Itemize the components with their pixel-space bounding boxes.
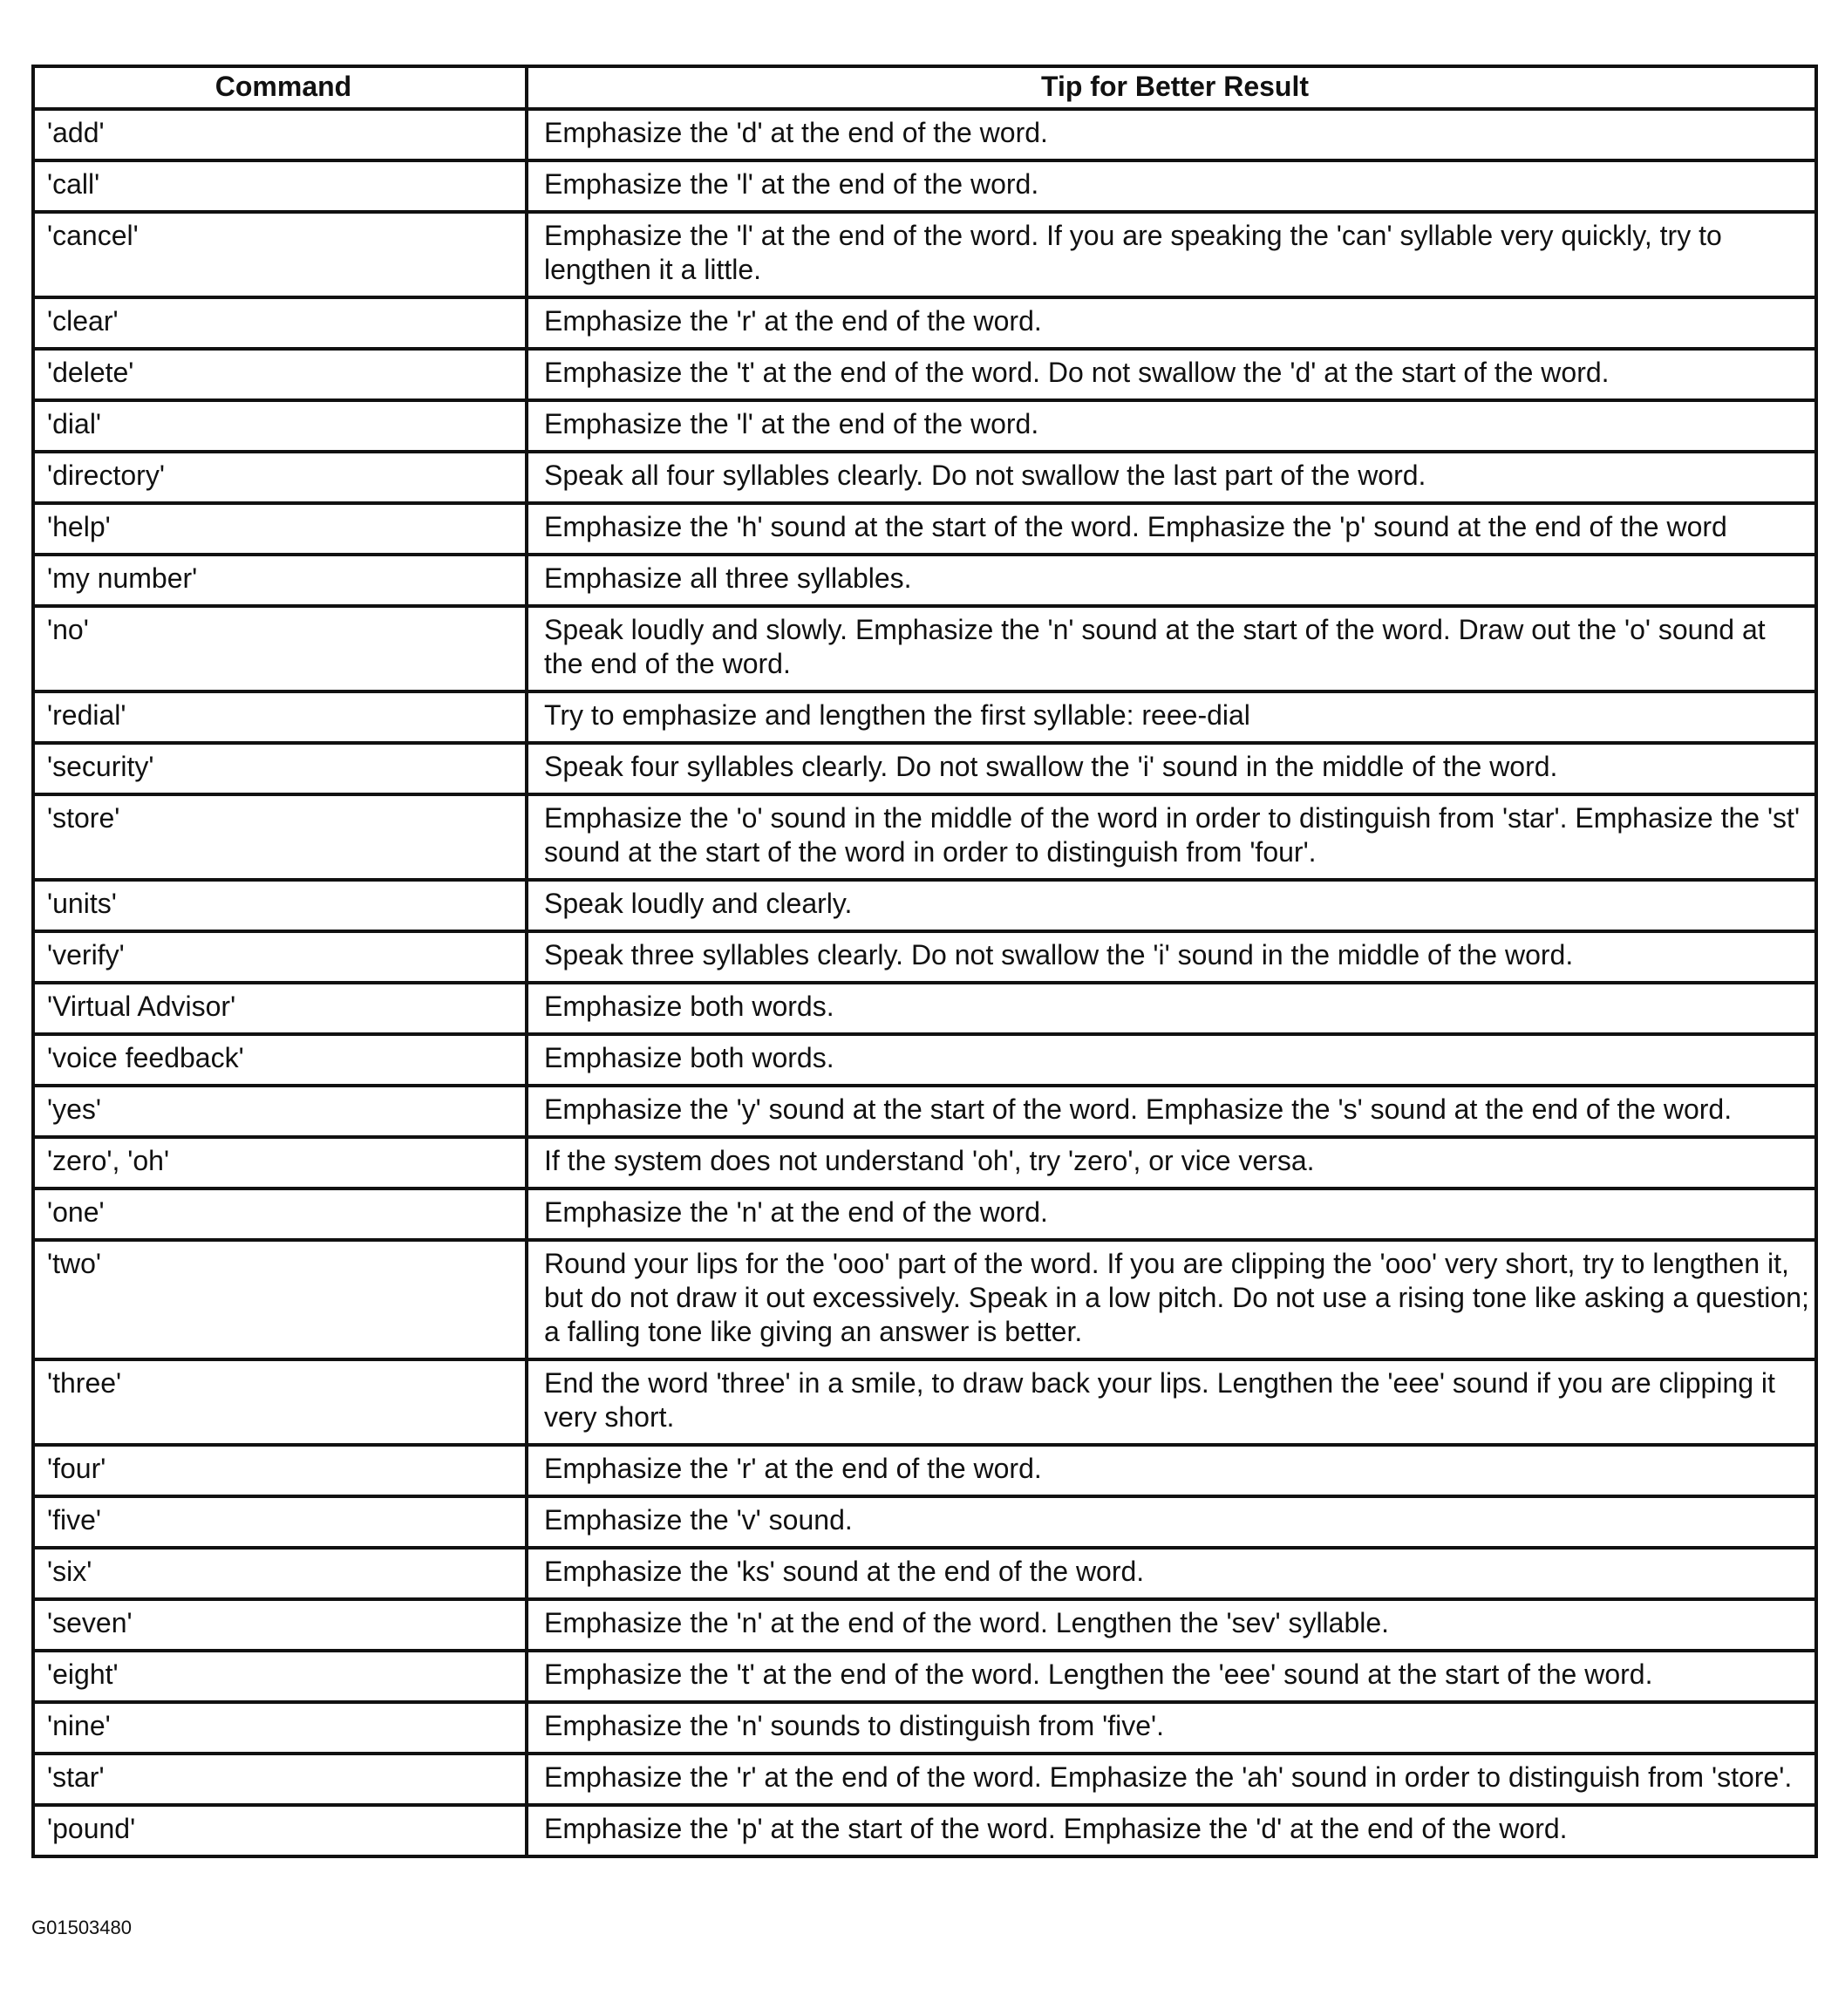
command-cell: 'clear' [33, 297, 527, 349]
table-row [33, 297, 1816, 349]
tip-cell: If the system does not understand 'oh', try 'zero', or vice versa. [527, 1137, 1816, 1188]
command-cell: 'security' [33, 743, 527, 794]
tip-cell: Emphasize the 'v' sound. [527, 1496, 1816, 1548]
tip-cell: Emphasize the 'p' at the start of the word. Emphasize the 'd' at the end of the word. [527, 1805, 1816, 1856]
command-cell: 'voice feedback' [33, 1034, 527, 1086]
tip-cell: Emphasize the 'l' at the end of the word. [527, 160, 1816, 212]
tip-cell: Emphasize the 'l' at the end of the word. If you are speaking the 'can' syllable very quickly, try to lengthen it a little. [527, 212, 1816, 297]
command-cell: 'dial' [33, 400, 527, 452]
table-row [33, 1496, 1816, 1548]
tip-cell: Speak all four syllables clearly. Do not swallow the last part of the word. [527, 452, 1816, 503]
command-cell: 'add' [33, 109, 527, 160]
command-cell: 'delete' [33, 349, 527, 400]
tip-cell: Emphasize the 'l' at the end of the word. [527, 400, 1816, 452]
tip-cell: Emphasize both words. [527, 1034, 1816, 1086]
table-row [33, 1188, 1816, 1240]
tip-cell: Emphasize the 'd' at the end of the word. [527, 109, 1816, 160]
table-row [33, 555, 1816, 606]
tip-cell: Emphasize the 'r' at the end of the word. [527, 1445, 1816, 1496]
command-cell: 'store' [33, 794, 527, 880]
tip-cell: Speak three syllables clearly. Do not swallow the 'i' sound in the middle of the word. [527, 931, 1816, 983]
table-row [33, 1805, 1816, 1856]
tip-cell: Emphasize the 'ks' sound at the end of the word. [527, 1548, 1816, 1599]
voice-command-tips-table [31, 65, 1818, 1858]
command-cell: 'help' [33, 503, 527, 555]
tip-cell: Emphasize the 'n' at the end of the word. [527, 1188, 1816, 1240]
table-row [33, 691, 1816, 743]
command-cell: 'Virtual Advisor' [33, 983, 527, 1034]
table-row [33, 212, 1816, 297]
tip-cell: Speak four syllables clearly. Do not swallow the 'i' sound in the middle of the word. [527, 743, 1816, 794]
tip-cell: Emphasize the 'r' at the end of the word. [527, 297, 1816, 349]
figure-id: G01503480 [31, 1917, 132, 1938]
command-cell: 'two' [33, 1240, 527, 1359]
command-cell: 'six' [33, 1548, 527, 1599]
table-row [33, 1548, 1816, 1599]
command-cell: 'call' [33, 160, 527, 212]
command-cell: 'three' [33, 1359, 527, 1445]
tip-cell: Emphasize the 't' at the end of the word. Lengthen the 'eee' sound at the start of the word. [527, 1651, 1816, 1702]
command-cell: 'seven' [33, 1599, 527, 1651]
command-cell: 'units' [33, 880, 527, 931]
document-page [31, 65, 1814, 1858]
table-row [33, 1599, 1816, 1651]
table-row [33, 503, 1816, 555]
table-row [33, 452, 1816, 503]
table-body [33, 109, 1816, 1856]
tip-cell: Emphasize the 'y' sound at the start of the word. Emphasize the 's' sound at the end of the word. [527, 1086, 1816, 1137]
command-cell: 'pound' [33, 1805, 527, 1856]
table-row [33, 606, 1816, 691]
table-row [33, 109, 1816, 160]
table-row [33, 160, 1816, 212]
command-cell: 'my number' [33, 555, 527, 606]
table-row [33, 1137, 1816, 1188]
table-row [33, 1445, 1816, 1496]
table-row [33, 1240, 1816, 1359]
command-cell: 'directory' [33, 452, 527, 503]
table-row [33, 1651, 1816, 1702]
tip-cell: End the word 'three' in a smile, to draw back your lips. Lengthen the 'eee' sound if you are clipping it very short. [527, 1359, 1816, 1445]
tip-cell: Speak loudly and slowly. Emphasize the 'n' sound at the start of the word. Draw out the 'o' sound at the end of the word. [527, 606, 1816, 691]
tip-cell: Emphasize the 't' at the end of the word. Do not swallow the 'd' at the start of the word. [527, 349, 1816, 400]
command-cell: 'five' [33, 1496, 527, 1548]
command-cell: 'nine' [33, 1702, 527, 1754]
command-cell: 'zero', 'oh' [33, 1137, 527, 1188]
tip-cell: Emphasize the 'r' at the end of the word. Emphasize the 'ah' sound in order to distinguish from 'store'. [527, 1754, 1816, 1805]
table-row [33, 983, 1816, 1034]
table-row [33, 880, 1816, 931]
command-cell: 'yes' [33, 1086, 527, 1137]
table-row [33, 1359, 1816, 1445]
table-row [33, 1086, 1816, 1137]
table-row [33, 1754, 1816, 1805]
header-command: Command [33, 66, 527, 109]
command-cell: 'one' [33, 1188, 527, 1240]
tip-cell: Speak loudly and clearly. [527, 880, 1816, 931]
tip-cell: Emphasize the 'o' sound in the middle of the word in order to distinguish from 'star'. Emphasize the 'st' sound at the start of the word in order to distinguish from 'four'. [527, 794, 1816, 880]
table-row [33, 1702, 1816, 1754]
header-tip: Tip for Better Result [527, 66, 1816, 109]
command-cell: 'four' [33, 1445, 527, 1496]
command-cell: 'cancel' [33, 212, 527, 297]
table-row [33, 931, 1816, 983]
table-row [33, 794, 1816, 880]
tip-cell: Emphasize both words. [527, 983, 1816, 1034]
command-cell: 'no' [33, 606, 527, 691]
command-cell: 'star' [33, 1754, 527, 1805]
tip-cell: Try to emphasize and lengthen the first syllable: reee-dial [527, 691, 1816, 743]
command-cell: 'verify' [33, 931, 527, 983]
table-row [33, 1034, 1816, 1086]
tip-cell: Emphasize the 'h' sound at the start of the word. Emphasize the 'p' sound at the end of the word [527, 503, 1816, 555]
command-cell: 'redial' [33, 691, 527, 743]
tip-cell: Emphasize the 'n' sounds to distinguish from 'five'. [527, 1702, 1816, 1754]
table-row [33, 743, 1816, 794]
table-row [33, 400, 1816, 452]
table-row [33, 349, 1816, 400]
tip-cell: Round your lips for the 'ooo' part of the word. If you are clipping the 'ooo' very short, try to lengthen it, but do not draw it out excessively. Speak in a low pitch. Do not use a rising tone like asking a question; a falling tone like giving an answer is better. [527, 1240, 1816, 1359]
table-header-row [33, 66, 1816, 109]
tip-cell: Emphasize the 'n' at the end of the word. Lengthen the 'sev' syllable. [527, 1599, 1816, 1651]
command-cell: 'eight' [33, 1651, 527, 1702]
tip-cell: Emphasize all three syllables. [527, 555, 1816, 606]
